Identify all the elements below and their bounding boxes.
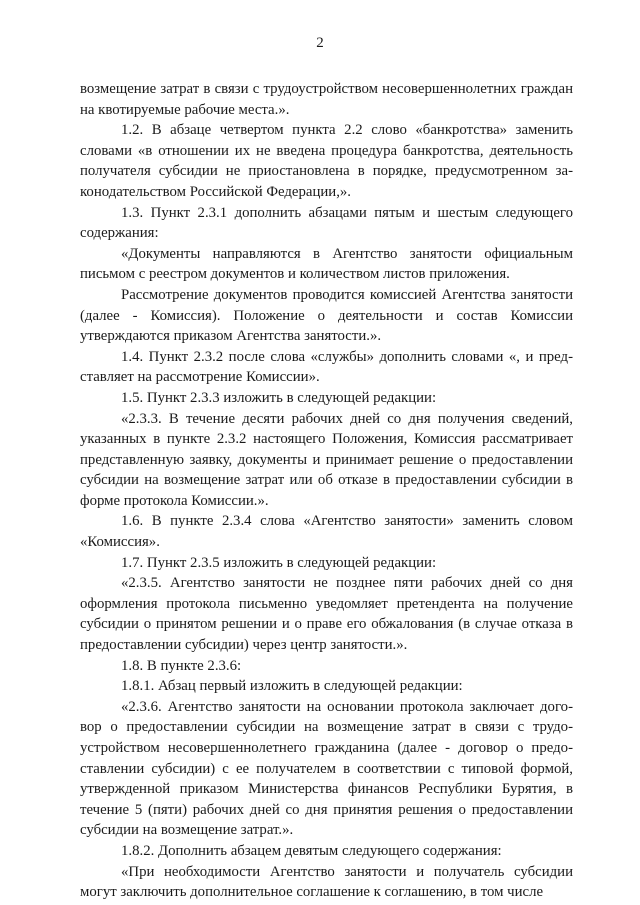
paragraph-quote-commission: Рассмотрение документов проводится комиссией Агентства занятости (далее - Комиссия). Положение о деятельности и состав Комиссии утверждаются приказом Агентства занятости.». xyxy=(80,286,573,345)
paragraph-1-7: 1.7. Пункт 2.3.5 изложить в следующей редакции: xyxy=(121,554,437,571)
paragraph-quote-documents: «Документы направляются в Агентство занятости официальным письмом с реестром документов и количеством листов приложения. xyxy=(80,245,573,283)
paragraph-1-6: 1.6. В пункте 2.3.4 слова «Агентство занятости» заменить словом «Комиссия». xyxy=(80,513,573,551)
paragraph-1-8-2: 1.8.2. Дополнить абзацем девятым следующего содержания: xyxy=(121,842,502,859)
paragraph-1-3: 1.3. Пункт 2.3.1 дополнить абзацами пятым и шестым следующего содержания: xyxy=(80,204,573,242)
paragraph-1-8-1: 1.8.1. Абзац первый изложить в следующей редакции: xyxy=(121,678,463,695)
paragraph-continuation: возмещение затрат в связи с трудоустройством несовершеннолетних граждан на квотируемые рабочие места.». xyxy=(80,81,573,118)
paragraph-quote-2-3-6: «2.3.6. Агентство занятости на основании протокола заключает договор о предоставлении субсидии на возмещение затрат в связи с трудоустройством несовершеннолетнего гражданина (далее - договор о предоставлении субсидии) с ее получателем в соответствии с типовой формой, утвержденной приказом Министерства финансов Республики Бурятия, в течение 5 (пяти) рабочих дней со дня принятия решения о предоставлении субсидии на возмещение затрат.». xyxy=(80,698,573,839)
paragraph-1-5: 1.5. Пункт 2.3.3 изложить в следующей редакции: xyxy=(121,389,437,406)
paragraph-1-8: 1.8. В пункте 2.3.6: xyxy=(121,657,242,674)
page-number: 2 xyxy=(316,35,324,51)
paragraph-1-4: 1.4. Пункт 2.3.2 после слова «службы» дополнить словами «, и представляет на рассмотрение Комиссии». xyxy=(80,348,573,386)
paragraph-1-2: 1.2. В абзаце четвертом пункта 2.2 слово «банкротства» заменить словами «в отношении их не введена процедура банкротства, деятельность получателя субсидии не приостановлена в порядке, предусмотренном законодательством Российской Федерации,». xyxy=(80,122,573,200)
paragraph-quote-additional-agreement: «При необходимости Агентство занятости и получатель субсидии могут заключить дополнительное соглашение к соглашению, в том числе xyxy=(80,863,573,901)
paragraph-quote-2-3-3: «2.3.3. В течение десяти рабочих дней со дня получения сведений, указанных в пункте 2.3.2 настоящего Положения, Комиссия рассматривает представленную заявку, документы и принимает решение о предоставлении субсидии на возмещение затрат или об отказе в предоставлении субсидии в форме протокола Комиссии.». xyxy=(80,410,573,509)
document-body xyxy=(80,79,573,903)
paragraph-quote-2-3-5: «2.3.5. Агентство занятости не позднее пяти рабочих дней со дня оформления протокола письменно уведомляет претендента на получение субсидии о принятом решении и о праве его обжалования (в случае отказа в предоставлении субсидии) через центр занятости.». xyxy=(80,575,573,654)
